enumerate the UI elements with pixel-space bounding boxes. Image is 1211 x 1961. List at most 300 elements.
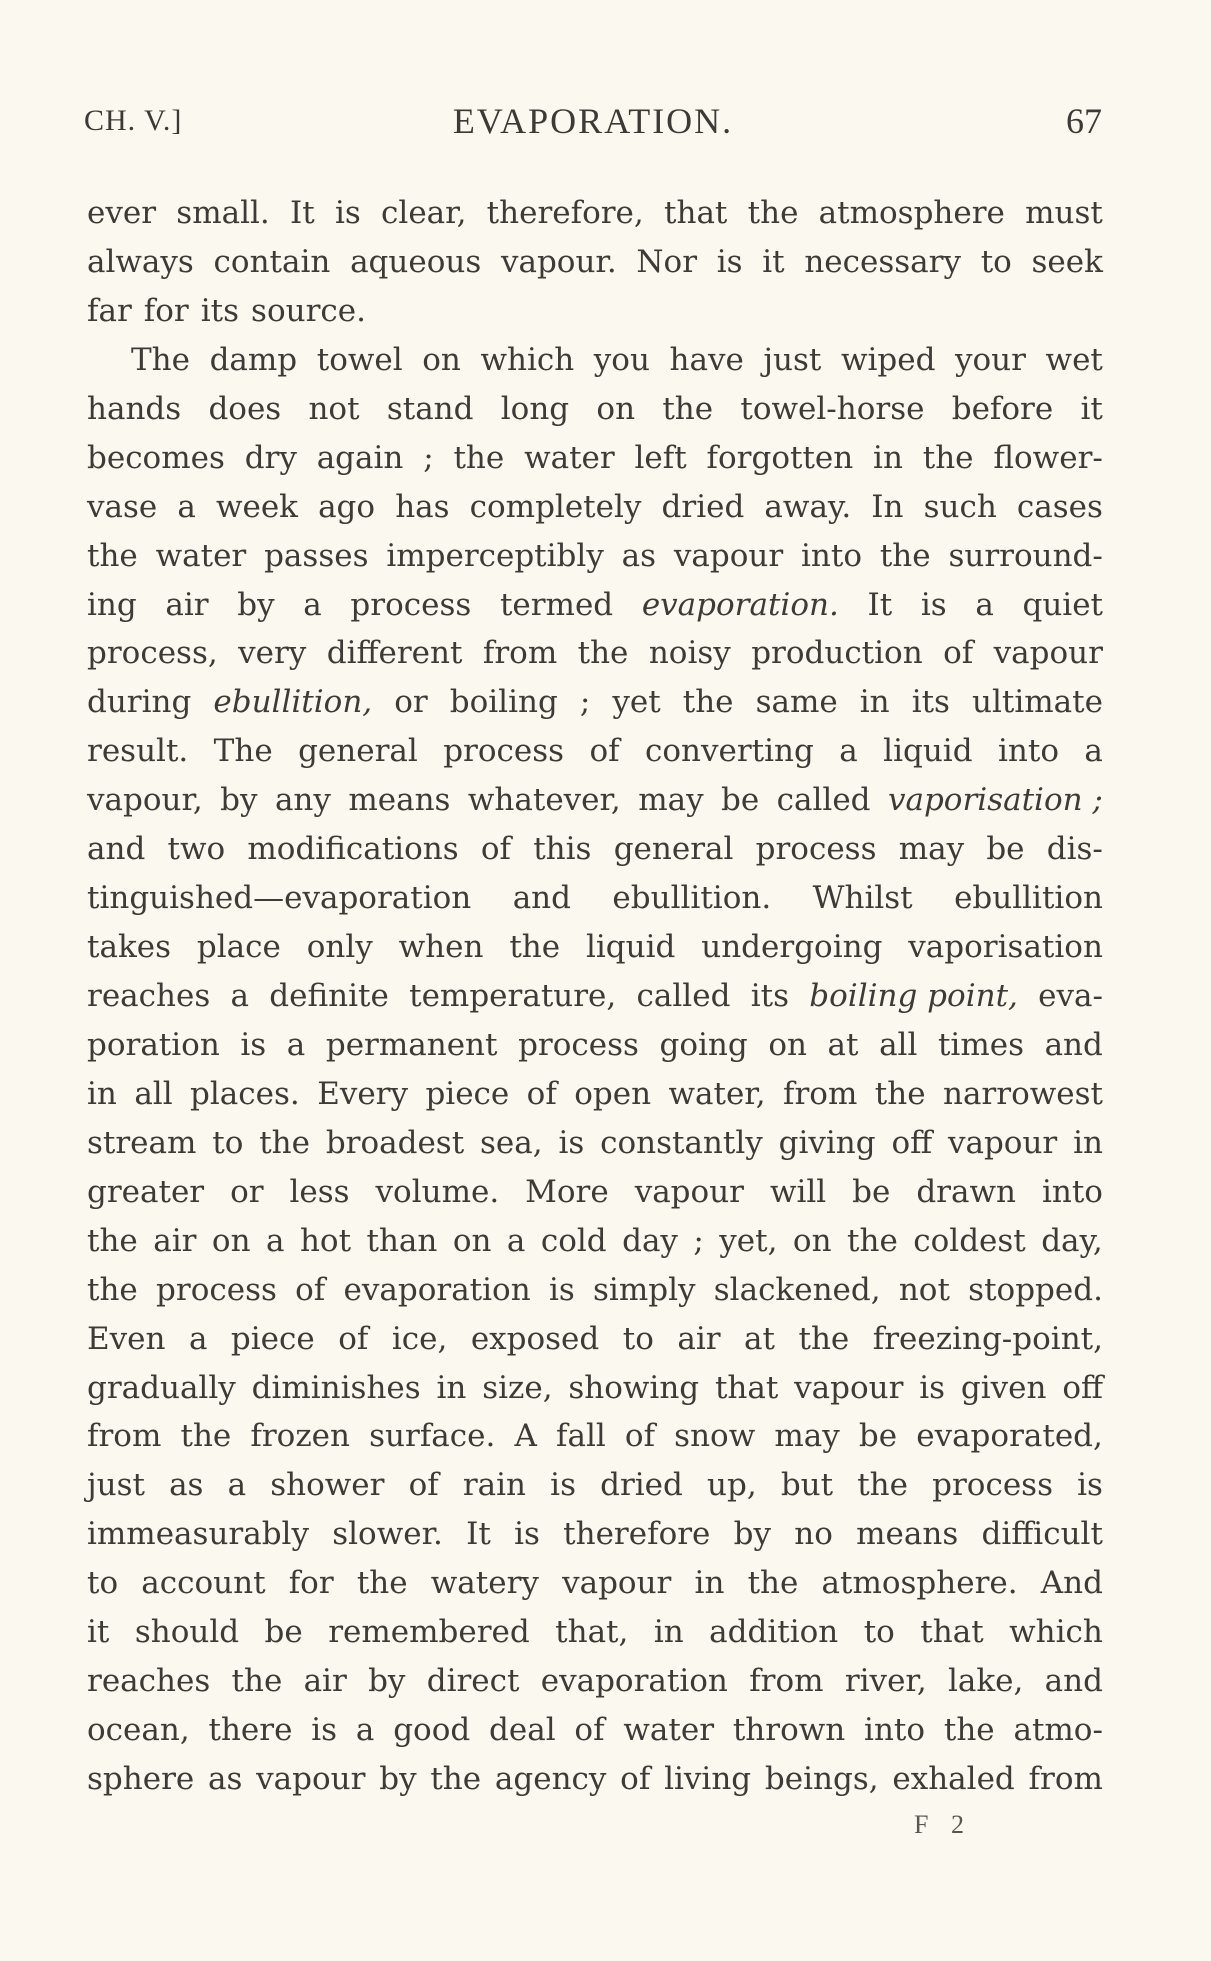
word: of [338,1320,369,1357]
word: evaporated, [916,1418,1103,1455]
word: becomes [87,439,225,476]
word: day [622,1222,678,1259]
word: but [780,1467,834,1504]
word: place [196,929,281,966]
word: broadest [325,1124,465,1161]
word: the [874,1075,926,1112]
word: to [212,1124,244,1161]
word: surface. [369,1418,496,1455]
word: general [613,831,734,868]
word: dried [661,488,745,525]
word: It [290,195,315,231]
word: the [430,1761,482,1797]
word: which [480,341,575,378]
word: ago [318,488,376,525]
word: quiet [1022,586,1103,623]
word: vapour, [87,782,203,819]
word: The [131,341,190,378]
text-line [87,336,1103,385]
word: general [298,733,418,770]
word: on [211,1222,251,1259]
word: damp [209,341,298,378]
word: atmosphere. [821,1565,1018,1602]
signature-mark: F 2 [914,1810,972,1839]
word: of [295,1271,326,1308]
word: undergoing [701,929,883,966]
word: dry [244,439,297,476]
word: constantly [600,1124,763,1161]
word: such [923,488,997,525]
word: flower- [993,439,1103,476]
word: air [677,1320,721,1357]
text-line [87,1070,1103,1119]
word: seek [1031,243,1103,280]
word: called [636,978,731,1014]
word: ice, [391,1320,448,1357]
word: means [348,782,451,819]
text-line [87,1315,1103,1364]
word: addition [709,1614,839,1651]
body-text [87,189,1103,1804]
word: remembered [328,1614,530,1651]
word: yet, [719,1222,778,1259]
text-line [87,1657,1103,1706]
word: It [466,1516,491,1553]
word: you [593,341,650,378]
word: it [762,243,785,280]
word: left [634,439,687,476]
word: sea, [480,1124,543,1161]
word: during [87,684,192,721]
word: agency [494,1761,607,1797]
word: ing [87,586,137,623]
word: that [714,1369,779,1406]
word: by [368,1663,406,1700]
word: that [664,195,728,231]
word: the [231,1663,283,1700]
word: from [482,635,558,672]
word: boiling [449,684,558,721]
word: from [1028,1761,1103,1797]
word: vapour [947,1124,1058,1161]
word: is [558,1124,585,1161]
text-line [87,678,1103,727]
word: ebullition. [612,880,772,917]
word: by [220,782,258,819]
word: of [589,733,620,770]
word: water [524,439,615,476]
text-line [87,825,1103,874]
word: its [750,978,789,1014]
word: air [303,1663,347,1700]
word: the [87,1222,138,1259]
word: gradually [87,1369,236,1406]
word: process, [87,635,218,672]
word: aqueous [350,243,482,280]
word: day, [1041,1222,1103,1259]
word: by [379,1761,417,1797]
italic-term: vaporisation ; [887,782,1103,819]
word: going [659,1026,748,1063]
text-line [87,238,1103,287]
word: liquid [585,929,676,966]
word: vapour [562,1565,672,1602]
word: vapour [673,537,784,574]
word: imperceptibly [386,537,604,574]
word: into [864,1712,926,1749]
word: of [943,635,974,672]
word: water, [668,1075,766,1112]
word: of [620,1761,651,1797]
word: living [664,1761,752,1797]
word: a [506,1222,526,1259]
text-line [87,1119,1103,1168]
word: to [980,243,1012,280]
word: exposed [470,1320,600,1357]
word: may [774,1418,840,1455]
word: of [624,1418,656,1455]
text-line [87,532,1103,581]
word: air [165,586,209,623]
word: ultimate [972,684,1103,721]
word: converting [645,733,814,770]
word: towel [316,341,403,378]
word: week [215,488,298,525]
word: stand [386,390,474,427]
word: dried [600,1467,683,1504]
word: direct [426,1663,520,1700]
text-line [87,385,1103,434]
word: not [898,1271,950,1308]
word: the [87,537,138,574]
word: a [1084,733,1103,770]
text-line [87,189,1103,238]
word: given [960,1369,1047,1406]
word: hands [87,390,182,427]
word: size, [482,1369,553,1406]
word: is [550,1467,576,1504]
word: a [266,1222,285,1259]
word: vapour [794,1369,904,1406]
word: at [744,1320,775,1357]
word: contain [213,243,331,280]
word: water [155,537,247,574]
word: exhaled [892,1761,1015,1797]
word: than [366,1222,438,1259]
text-line [87,1217,1103,1266]
word: this [533,831,592,868]
word: drawn [916,1173,1016,1210]
word: as [621,537,657,574]
word: slackened, [713,1271,881,1308]
word: vapour. [500,243,617,280]
word: its [200,292,240,329]
word: It [867,586,893,623]
word: takes [87,929,171,966]
word: of [480,831,511,868]
word: eva- [1038,978,1103,1014]
word: for [288,1565,334,1602]
word: into [801,537,863,574]
text-line [87,1021,1103,1070]
word: to [622,1320,654,1357]
word: is [716,243,743,280]
word: a [177,488,196,525]
italic-term: evaporation. [641,586,839,623]
word: Even [87,1320,166,1357]
word: open [574,1075,652,1112]
word: away. [764,488,852,525]
word: as [208,1761,243,1797]
word: your [955,341,1026,378]
word: Nor [636,243,698,280]
word: no [794,1516,833,1553]
text-line [87,1266,1103,1315]
word: it [87,1614,110,1651]
word: will [769,1173,827,1210]
word: on [768,1026,807,1063]
text-line [87,1608,1103,1657]
word: permanent [325,1026,498,1063]
text-line [87,776,1103,825]
word: process [932,1467,1053,1504]
word: is [240,1026,267,1063]
text-line [87,483,1103,532]
word: the [847,1222,898,1259]
word: vapour [634,1173,744,1210]
word: all [879,1026,918,1063]
word: different [326,635,463,672]
word: a [975,586,994,623]
text-line [87,1412,1103,1461]
word: into [997,733,1059,770]
word: hot [299,1222,352,1259]
word: always [87,243,194,280]
word: poration [87,1026,220,1063]
word: clear, [381,195,467,231]
word: river, [844,1663,927,1700]
word: from [749,1663,824,1700]
word: evaporation [540,1663,728,1700]
word: rain [462,1467,527,1504]
word: is [311,1712,338,1749]
word: And [1040,1565,1103,1602]
word: is [1077,1467,1103,1504]
text-line [87,923,1103,972]
word: is [919,1369,946,1406]
word: from [783,1075,858,1112]
word: completely [469,488,642,525]
word: in [859,684,890,721]
word: the [922,439,974,476]
word: ocean, [87,1712,190,1749]
word: on [422,341,461,378]
word: in [1073,1124,1103,1161]
word: a [355,1712,375,1749]
word: of [526,1075,557,1112]
word: ever [87,195,157,231]
word: or [394,684,428,721]
word: from [87,1418,162,1455]
word: a [839,733,858,770]
chapter-label: CH. V.] [84,104,183,137]
word: be [858,1418,898,1455]
word: ; [423,439,434,476]
word: shower [270,1467,385,1504]
word: forgotten [706,439,854,476]
word: modifications [247,831,459,868]
word: deal [489,1712,556,1749]
word: thrown [732,1712,846,1749]
word: reaches [87,1663,211,1700]
word: A [514,1418,537,1455]
word: the [509,929,561,966]
word: piece [230,1320,315,1357]
word: giving [778,1124,876,1161]
word: the [356,1565,408,1602]
text-line [87,1364,1103,1413]
word: ; [693,1222,704,1259]
word: the [747,195,799,231]
word: the [879,537,931,574]
word: evaporation [343,1271,531,1308]
word: and [512,880,571,917]
word: be [264,1614,303,1651]
word: immeasurably [87,1516,309,1553]
word: narrowest [942,1075,1103,1112]
word: only [306,929,373,966]
word: a [230,978,249,1014]
word: Whilst [812,880,913,917]
word: it [1080,390,1103,427]
word: snow [674,1418,756,1455]
word: lake, [947,1663,1024,1700]
word: cold [540,1222,607,1259]
word: as [169,1467,204,1504]
word: and [1044,1663,1103,1700]
word: cases [1016,488,1103,525]
word: source. [251,292,366,329]
word: a [286,1026,306,1063]
word: watery [430,1565,539,1602]
text-line [87,1461,1103,1510]
word: the [87,1271,138,1308]
word: for [143,292,189,329]
word: production [751,635,923,672]
text-line [87,1559,1103,1608]
word: any [274,782,331,819]
word: process [156,1271,277,1308]
word: means [856,1516,959,1553]
word: off [891,1124,933,1161]
word: In [871,488,904,525]
text-line [87,1755,1103,1804]
word: small. [176,195,270,231]
word: be [986,831,1025,868]
word: and [1044,1026,1103,1063]
text-line [87,874,1103,923]
word: ; [579,684,591,721]
word: or [230,1173,264,1210]
text-line [87,629,1103,678]
word: therefore, [486,195,644,231]
word: surround- [948,537,1103,574]
word: may [898,831,965,868]
word: before [951,390,1054,427]
word: whatever, [467,782,621,819]
word: greater [87,1173,205,1210]
word: water [623,1712,715,1749]
word: just [87,1467,145,1504]
word: in [694,1565,725,1602]
word: vase [87,488,158,525]
word: to [87,1565,119,1602]
word: piece [425,1075,510,1112]
word: good [393,1712,471,1749]
text-line [87,1706,1103,1755]
word: may [638,782,704,819]
word: just [763,341,822,378]
word: has [395,488,450,525]
word: should [134,1614,240,1651]
text-line [87,434,1103,483]
word: atmo- [1013,1712,1103,1749]
word: a [188,1320,208,1357]
word: the [180,1418,232,1455]
word: by [733,1516,772,1553]
text-line [87,581,1103,630]
word: volume. [375,1173,500,1210]
text-line [87,727,1103,776]
word: stopped. [968,1271,1103,1308]
word: all [134,1075,173,1112]
word: is [334,195,361,231]
word: on [792,1222,832,1259]
word: when [398,929,484,966]
word: a [303,586,322,623]
word: of [408,1467,439,1504]
word: of [574,1712,605,1749]
word: again [316,439,404,476]
word: have [669,341,744,378]
word: by [237,586,275,623]
word: called [776,782,871,819]
word: wiped [840,341,936,378]
word: More [525,1173,609,1210]
word: far [87,292,132,329]
word: vapour [993,635,1103,672]
word: freezing-point, [872,1320,1103,1357]
word: yet [612,684,661,721]
word: in [653,1614,684,1651]
word: reaches [87,978,211,1014]
word: wet [1045,341,1103,378]
word: difficult [981,1516,1103,1553]
word: termed [499,586,614,623]
word: process [755,831,877,868]
word: in [87,1075,117,1112]
word: process [518,1026,639,1063]
word: vaporisation [908,929,1103,966]
word: the [453,439,505,476]
word: dis- [1046,831,1103,868]
running-head [84,100,1102,144]
word: same [755,684,838,721]
word: long [500,390,570,427]
word: to [863,1614,895,1651]
text-line [87,287,1103,336]
word: off [1062,1369,1103,1406]
